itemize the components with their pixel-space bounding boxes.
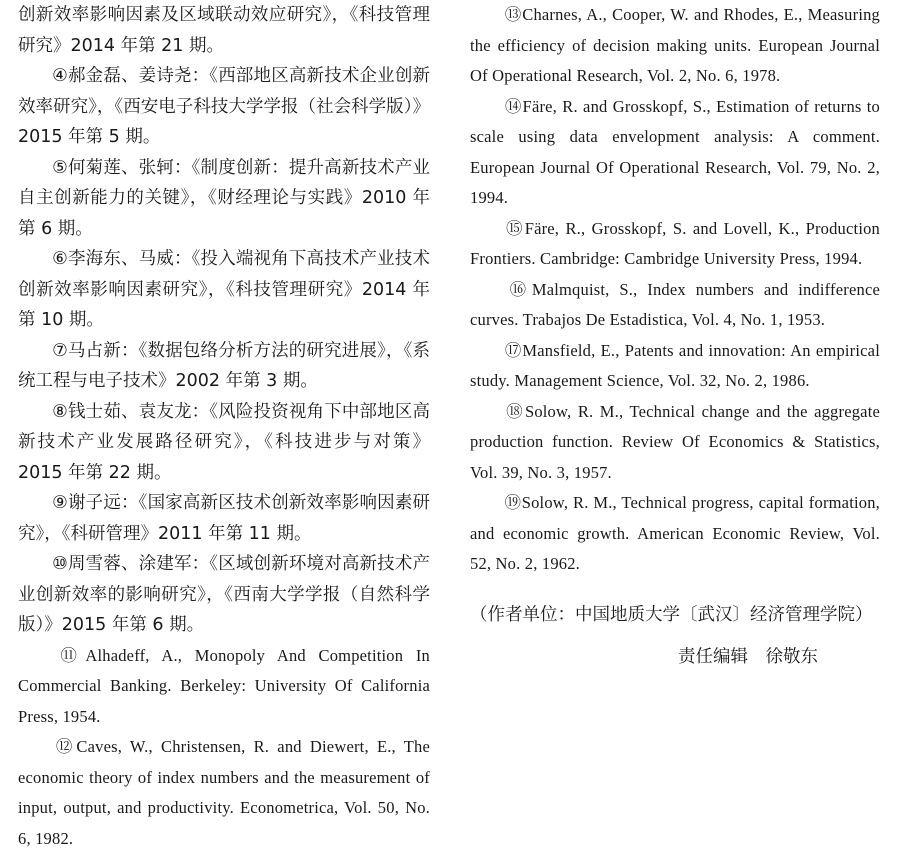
reference-11: ⑪Alhadeff, A., Monopoly And Competition In Commercial Banking. Berkeley: University Of California Press, 1954. bbox=[18, 645, 430, 726]
references-right-column bbox=[470, 0, 880, 672]
reference-5: ⑤何菊莲、张轲：《制度创新：提升高新技术产业自主创新能力的关键》，《财经理论与实践》2010 年第 6 期。 bbox=[18, 157, 430, 239]
references-left-column bbox=[18, 0, 430, 854]
author-affiliation: （作者单位：中国地质大学〔武汉〕经济管理学院） bbox=[470, 604, 873, 625]
reference-8: ⑧钱士茹、袁友龙：《风险投资视角下中部地区高新技术产业发展路径研究》，《科技进步与对策》2015 年第 22 期。 bbox=[18, 401, 430, 483]
reference-6: ⑥李海东、马威：《投入端视角下高技术产业技术创新效率影响因素研究》，《科技管理研究》2014 年第 10 期。 bbox=[18, 249, 430, 330]
reference-17: ⑰Mansfield, E., Patents and innovation: An empirical study. Management Science, Vol. 32, No. 2, 1986. bbox=[470, 340, 880, 390]
reference-10: ⑩周雪蓉、涂建军：《区域创新环境对高新技术产业创新效率的影响研究》，《西南大学学报（自然科学版）》2015 年第 6 期。 bbox=[18, 554, 430, 635]
reference-14: ⑭Färe, R. and Grosskopf, S., Estimation of returns to scale using data envelopment analysis: A comment. European Journal Of Operational Research, Vol. 79, No. 2, 1994. bbox=[470, 96, 880, 207]
reference-3-continued: 创新效率影响因素及区域联动效应研究》，《科技管理研究》2014 年第 21 期。 bbox=[18, 5, 430, 56]
reference-13: ⑬Charnes, A., Cooper, W. and Rhodes, E., Measuring the efficiency of decision making units. European Journal Of Operational Research, Vol. 2, No. 6, 1978. bbox=[470, 5, 880, 85]
reference-4: ④郝金磊、姜诗尧：《西部地区高新技术企业创新效率研究》，《西安电子科技大学学报（社会科学版）》2015 年第 5 期。 bbox=[18, 66, 430, 147]
reference-7: ⑦马占新：《数据包络分析方法的研究进展》，《系统工程与电子技术》2002 年第 3 期。 bbox=[18, 340, 430, 391]
reference-12: ⑫Caves, W., Christensen, R. and Diewert, E., The economic theory of index numbers and the measurement of input, output, and productivity. Econometrica, Vol. 50, No. 6, 1982. bbox=[18, 737, 430, 848]
reference-9: ⑨谢子远：《国家高新区技术创新效率影响因素研究》，《科研管理》2011 年第 11 期。 bbox=[18, 493, 430, 544]
reference-19: ⑲Solow, R. M., Technical progress, capital formation, and economic growth. American Economic Review, Vol. 52, No. 2, 1962. bbox=[470, 493, 880, 573]
reference-16: ⑯Malmquist, S., Index numbers and indifference curves. Trabajos De Estadistica, Vol. 4, No. 1, 1953. bbox=[470, 279, 880, 329]
reference-18: ⑱Solow, R. M., Technical change and the aggregate production function. Review Of Economics & Statistics, Vol. 39, No. 3, 1957. bbox=[470, 401, 880, 482]
reference-15: ⑮Färe, R., Grosskopf, S. and Lovell, K., Production Frontiers. Cambridge: Cambridge University Press, 1994. bbox=[470, 218, 880, 268]
responsible-editor: 责任编辑 徐敬东 bbox=[678, 646, 818, 667]
